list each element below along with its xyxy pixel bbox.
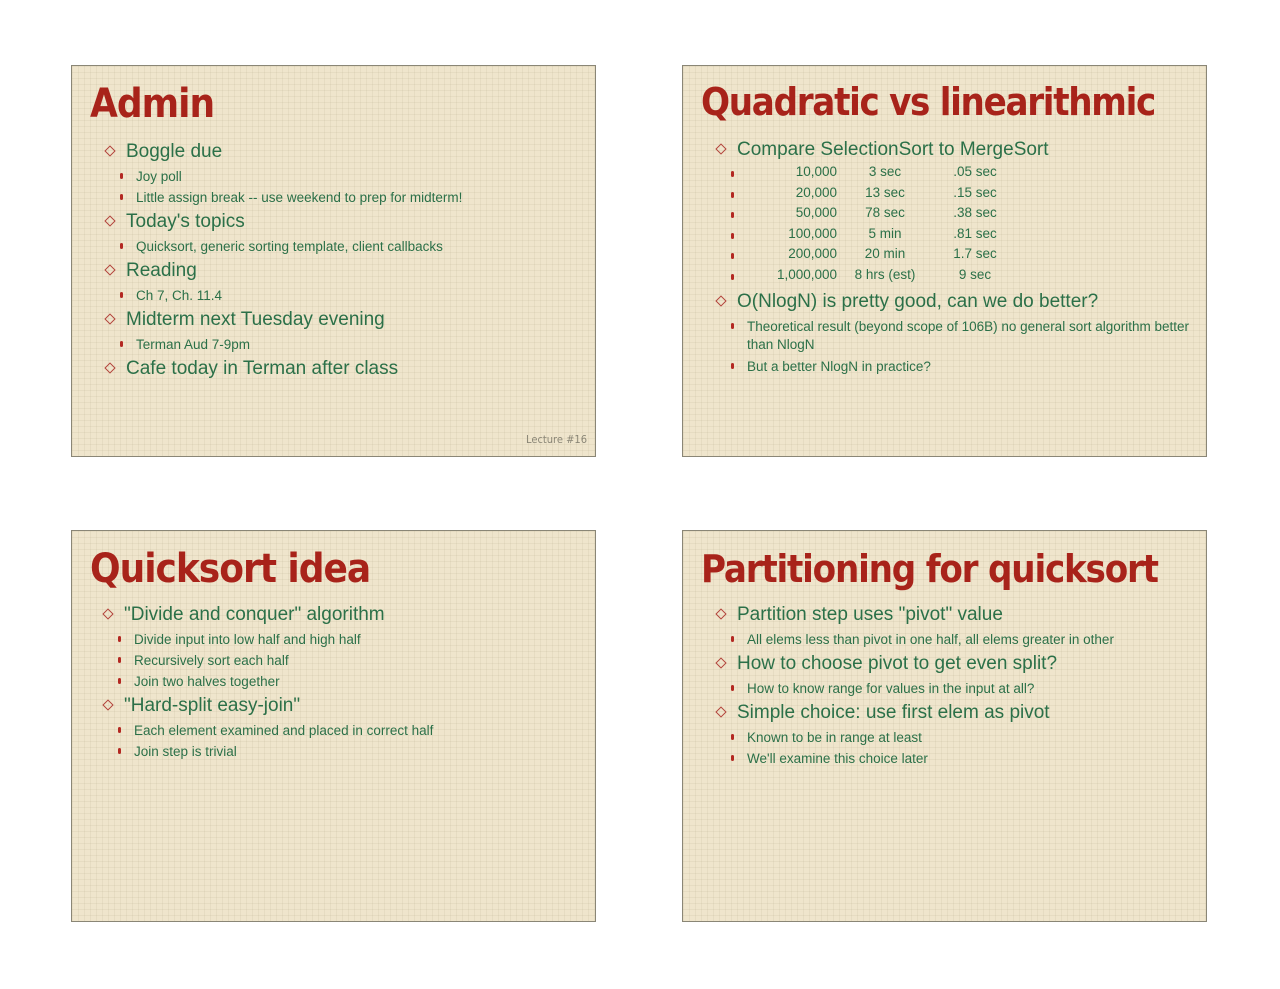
bullet-text: Simple choice: use first elem as pivot: [737, 702, 1050, 723]
bullet-text: How to know range for values in the input at all?: [747, 681, 1035, 696]
bullet-text: O(NlogN) is pretty good, can we do better?: [737, 290, 1099, 312]
bullet-l1: [715, 699, 1196, 727]
merge-sort-time: .38 sec: [953, 205, 997, 221]
timing-row: [715, 226, 1196, 247]
dot-bullet-icon: [731, 233, 734, 239]
slide-body: [715, 136, 1196, 377]
dot-bullet-icon: [120, 341, 123, 347]
selection-sort-time: 3 sec: [868, 164, 902, 179]
slide-quicksort-idea: [71, 530, 596, 922]
dot-bullet-icon: [120, 173, 123, 179]
input-size: 1,000,000: [776, 266, 837, 282]
bullet-text: Partition step uses "pivot" value: [737, 604, 1003, 625]
diamond-bullet-icon: [104, 145, 115, 156]
bullet-l2: [715, 316, 1196, 356]
dot-bullet-icon: [731, 636, 734, 642]
timing-row: [715, 185, 1196, 206]
dot-bullet-icon: [118, 727, 121, 733]
input-size: 20,000: [795, 184, 837, 200]
bullet-text: Cafe today in Terman after class: [126, 358, 399, 379]
bullet-text: All elems less than pivot in one half, all elems greater in other: [747, 632, 1114, 647]
bullet-l2: [104, 166, 585, 187]
dot-bullet-icon: [731, 212, 734, 218]
diamond-bullet-icon: [715, 706, 726, 717]
dot-bullet-icon: [731, 685, 734, 691]
bullet-l2: [715, 748, 1196, 769]
diamond-bullet-icon: [715, 143, 726, 154]
timing-row: [715, 267, 1196, 288]
slide-title: Partitioning for quicksort: [701, 547, 1158, 591]
bullet-l2: [102, 629, 585, 650]
bullet-text: Theoretical result (beyond scope of 106B) no general sort algorithm better than NlogN: [747, 318, 1189, 352]
diamond-bullet-icon: [102, 608, 113, 619]
merge-sort-time: .15 sec: [953, 184, 997, 200]
input-size: 50,000: [795, 205, 837, 221]
bullet-l1: [715, 601, 1196, 629]
bullet-l1: [715, 136, 1196, 164]
dot-bullet-icon: [731, 734, 734, 740]
slide-body: [104, 138, 585, 383]
input-size: 100,000: [788, 225, 837, 241]
timing-row: [715, 205, 1196, 226]
diamond-bullet-icon: [715, 657, 726, 668]
bullet-l2: [102, 650, 585, 671]
dot-bullet-icon: [118, 748, 121, 754]
dot-bullet-icon: [120, 194, 123, 200]
bullet-text: Boggle due: [126, 141, 223, 162]
bullet-text: Known to be in range at least: [747, 730, 922, 745]
bullet-text: Join step is trivial: [134, 744, 237, 759]
dot-bullet-icon: [731, 363, 734, 369]
bullet-l2: [102, 720, 585, 741]
slide-title: Admin: [90, 81, 215, 127]
dot-bullet-icon: [118, 657, 121, 663]
input-size: 10,000: [795, 164, 837, 179]
bullet-text: Ch 7, Ch. 11.4: [136, 288, 223, 303]
dot-bullet-icon: [731, 274, 734, 280]
slide-body: [102, 601, 585, 762]
diamond-bullet-icon: [104, 215, 115, 226]
bullet-text: How to choose pivot to get even split?: [737, 653, 1058, 674]
bullet-l2: [104, 236, 585, 257]
diamond-bullet-icon: [104, 264, 115, 275]
merge-sort-time: 9 sec: [958, 266, 992, 282]
bullet-l2: [102, 741, 585, 762]
bullet-l2: [715, 629, 1196, 650]
bullet-l1: [104, 138, 585, 166]
bullet-text: Divide input into low half and high half: [134, 632, 361, 647]
slide-partitioning-for-quicksort: [682, 530, 1207, 922]
selection-sort-time: 8 hrs (est): [854, 266, 916, 282]
bullet-text: Terman Aud 7-9pm: [136, 337, 251, 352]
selection-sort-time: 13 sec: [865, 184, 905, 200]
bullet-l2: [715, 356, 1196, 377]
merge-sort-time: .05 sec: [953, 164, 997, 179]
bullet-l2: [715, 678, 1196, 699]
bullet-text: Each element examined and placed in correct half: [134, 723, 434, 738]
dot-bullet-icon: [731, 192, 734, 198]
merge-sort-time: .81 sec: [953, 225, 997, 241]
bullet-text: Little assign break -- use weekend to prep for midterm!: [136, 190, 463, 205]
dot-bullet-icon: [731, 323, 734, 329]
bullet-l1: [102, 601, 585, 629]
slide-title: Quicksort idea: [90, 546, 371, 592]
diamond-bullet-icon: [715, 608, 726, 619]
dot-bullet-icon: [731, 171, 734, 177]
selection-sort-time: 20 min: [864, 246, 906, 262]
bullet-l2: [715, 727, 1196, 748]
dot-bullet-icon: [120, 292, 123, 298]
dot-bullet-icon: [731, 755, 734, 761]
input-size: 200,000: [788, 246, 837, 262]
diamond-bullet-icon: [102, 699, 113, 710]
bullet-text: "Divide and conquer" algorithm: [124, 604, 385, 625]
bullet-l1: [715, 650, 1196, 678]
bullet-l1: [104, 306, 585, 334]
selection-sort-time: 5 min: [868, 225, 902, 241]
bullet-text: Recursively sort each half: [134, 653, 289, 668]
bullet-text: We'll examine this choice later: [747, 751, 928, 766]
bullet-text: Quicksort, generic sorting template, client callbacks: [136, 239, 443, 254]
bullet-text: "Hard-split easy-join": [124, 695, 301, 716]
bullet-text: Today's topics: [126, 211, 245, 232]
slide-quadratic-vs-linearithmic: [682, 65, 1207, 457]
dot-bullet-icon: [118, 678, 121, 684]
diamond-bullet-icon: [104, 313, 115, 324]
bullet-text: Reading: [126, 260, 197, 281]
dot-bullet-icon: [120, 243, 123, 249]
bullet-l2: [104, 187, 585, 208]
bullet-l1: [104, 208, 585, 236]
bullet-l2: [104, 285, 585, 306]
timing-row: [715, 246, 1196, 267]
lecture-footer: Lecture #16: [526, 433, 587, 446]
bullet-text: Joy poll: [136, 169, 182, 184]
bullet-text: Compare SelectionSort to MergeSort: [737, 139, 1049, 160]
merge-sort-time: 1.7 sec: [953, 246, 997, 262]
bullet-text: But a better NlogN in practice?: [747, 358, 931, 374]
dot-bullet-icon: [118, 636, 121, 642]
slide-title: Quadratic vs linearithmic: [701, 80, 1155, 124]
selection-sort-time: 78 sec: [865, 205, 905, 221]
bullet-l1: [104, 355, 585, 383]
bullet-text: Join two halves together: [134, 674, 280, 689]
dot-bullet-icon: [731, 253, 734, 259]
slide-admin: [71, 65, 596, 457]
bullet-text: Midterm next Tuesday evening: [126, 309, 385, 330]
bullet-l1: [104, 257, 585, 285]
bullet-l1: [102, 692, 585, 720]
slide-body: [715, 601, 1196, 769]
diamond-bullet-icon: [104, 362, 115, 373]
bullet-l2: [102, 671, 585, 692]
diamond-bullet-icon: [715, 295, 726, 306]
bullet-l1: [715, 288, 1196, 316]
bullet-l2: [104, 334, 585, 355]
timing-row: [715, 164, 1196, 185]
